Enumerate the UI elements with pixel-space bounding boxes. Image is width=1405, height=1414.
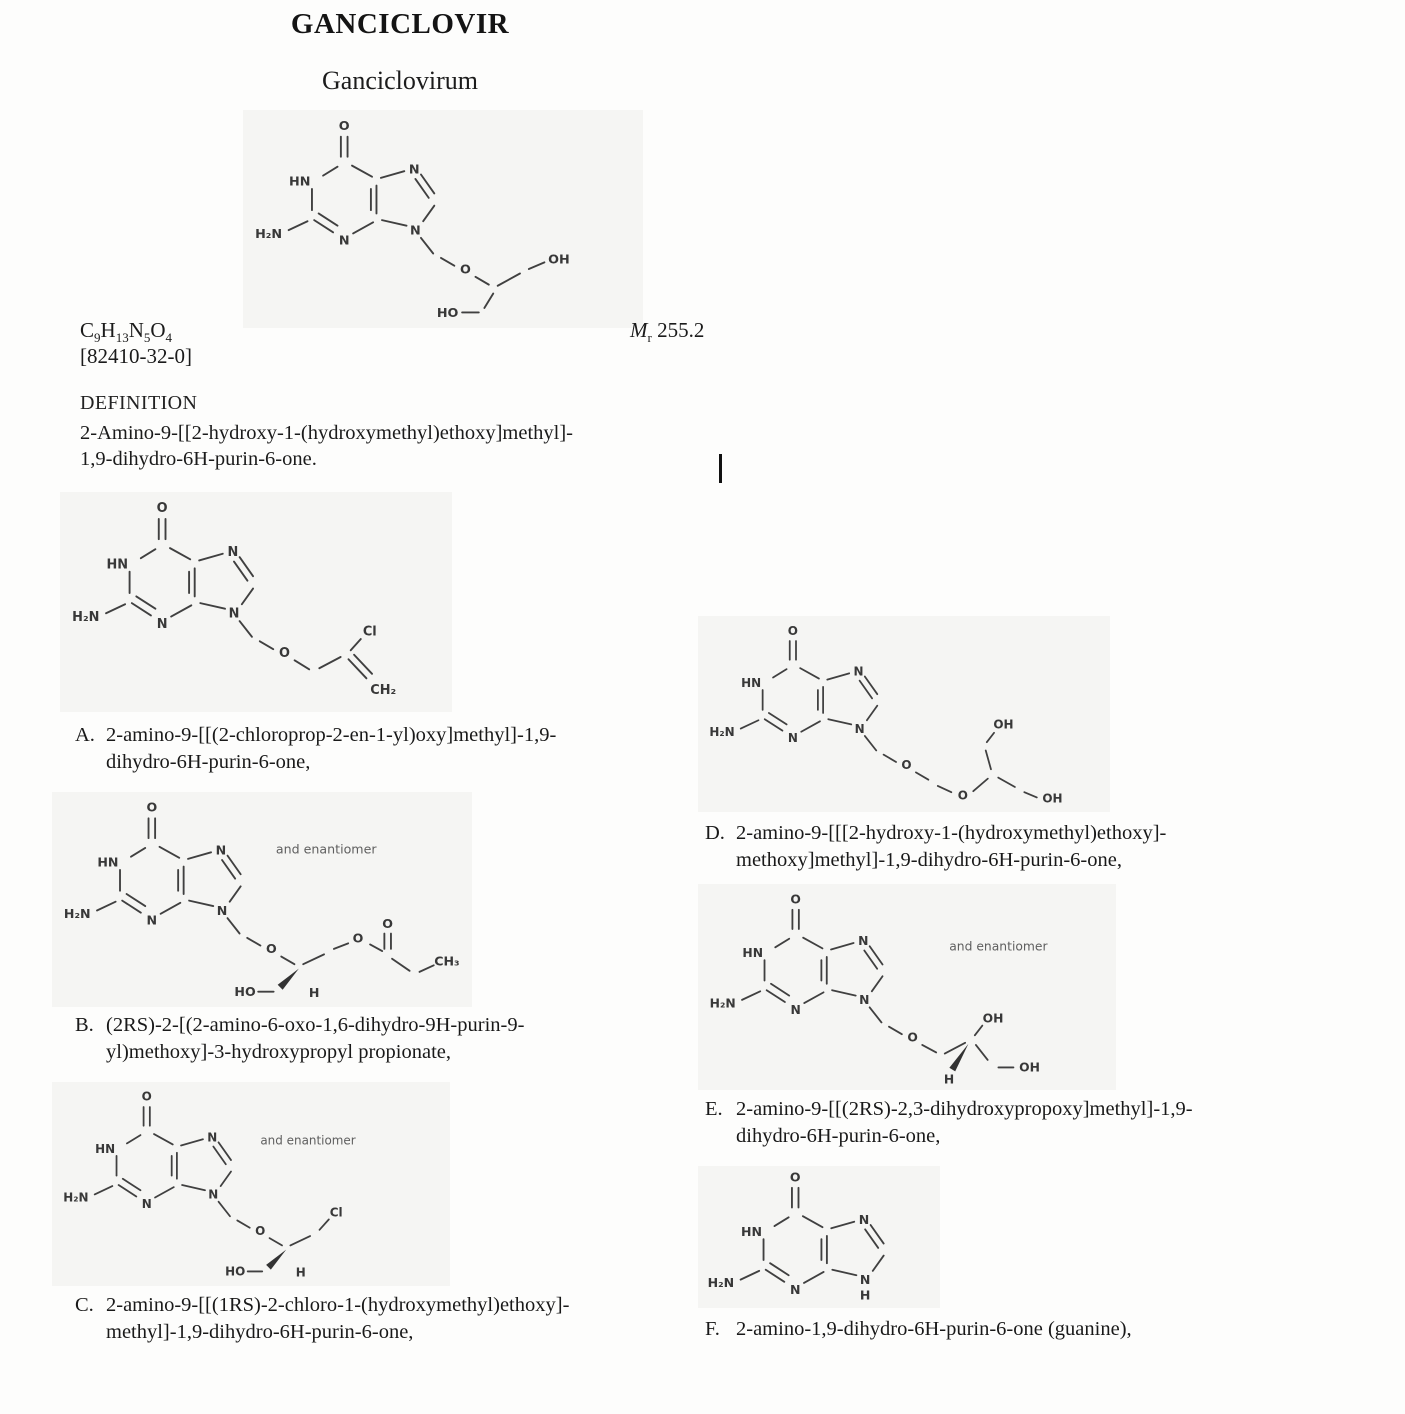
text-cursor-caret[interactable]: [719, 454, 722, 483]
svg-text:H: H: [943, 1072, 955, 1087]
cas-number: [82410-32-0]: [80, 344, 192, 368]
structure-impurity-a-diagram: [60, 492, 452, 712]
svg-text:N: N: [858, 1211, 870, 1227]
svg-text:and enantiomer: and enantiomer: [260, 1133, 356, 1148]
svg-text:O: O: [957, 788, 968, 803]
svg-text:N: N: [787, 731, 798, 746]
svg-text:O: O: [907, 1030, 918, 1045]
svg-text:HN: HN: [289, 174, 311, 190]
svg-text:N: N: [853, 664, 864, 679]
svg-text:OH: OH: [993, 717, 1014, 732]
svg-text:O: O: [352, 930, 364, 946]
svg-text:N: N: [216, 902, 228, 918]
svg-text:N: N: [410, 223, 421, 239]
svg-text:and enantiomer: and enantiomer: [949, 939, 1048, 954]
svg-text:CH₃: CH₃: [434, 953, 460, 969]
structure-impurity-f-diagram: [698, 1166, 940, 1308]
impurity-c-caption: C. 2-amino-9-[[(1RS)-2-chloro-1-(hydroxymethyl)ethoxy]- methyl]-1,9-dihydro-6H-purin-6-one,: [75, 1294, 570, 1343]
svg-text:HN: HN: [741, 1223, 763, 1239]
svg-text:HO: HO: [436, 305, 459, 321]
svg-text:OH: OH: [1019, 1060, 1040, 1075]
svg-text:N: N: [858, 934, 869, 949]
svg-text:HN: HN: [95, 1141, 116, 1156]
svg-text:O: O: [146, 799, 158, 815]
svg-text:N: N: [228, 606, 240, 622]
svg-text:HN: HN: [97, 854, 119, 870]
svg-text:O: O: [789, 1169, 801, 1185]
svg-text:O: O: [901, 758, 912, 773]
svg-text:OH: OH: [1042, 791, 1063, 806]
svg-text:N: N: [146, 912, 158, 928]
impurity-f-caption: F. 2-amino-1,9-dihydro-6H-purin-6-one (guanine),: [705, 1318, 1132, 1340]
impurity-a-caption: A. 2-amino-9-[[(2-chloroprop-2-en-1-yl)oxy]methyl]-1,9- dihydro-6H-purin-6-one,: [75, 724, 557, 773]
svg-text:N: N: [156, 616, 168, 632]
structure-impurity-c-diagram: [52, 1082, 450, 1286]
svg-text:OH: OH: [548, 252, 570, 268]
svg-text:H₂N: H₂N: [709, 996, 736, 1011]
svg-text:N: N: [141, 1196, 152, 1211]
svg-text:N: N: [227, 544, 239, 560]
svg-text:H₂N: H₂N: [255, 226, 283, 242]
svg-text:H₂N: H₂N: [72, 610, 100, 626]
page-title: GANCICLOVIR: [290, 8, 510, 40]
svg-text:HN: HN: [741, 675, 762, 690]
svg-text:N: N: [338, 233, 350, 249]
svg-text:N: N: [854, 721, 865, 736]
svg-text:and enantiomer: and enantiomer: [275, 841, 377, 857]
molecular-formula: $C_9H_{13}N_5O_4$: [80, 318, 173, 346]
svg-text:H₂N: H₂N: [707, 1275, 735, 1291]
svg-text:N: N: [789, 1281, 801, 1297]
svg-text:O: O: [338, 119, 350, 135]
latin-name: Ganciclovirum: [322, 66, 478, 95]
impurity-e-caption: E. 2-amino-9-[[(2RS)-2,3-dihydroxypropoxy]methyl]-1,9- dihydro-6H-purin-6-one,: [705, 1098, 1193, 1147]
svg-text:H₂N: H₂N: [63, 906, 91, 922]
structure-impurity-b-diagram: [52, 792, 472, 1007]
svg-text:N: N: [859, 993, 870, 1008]
svg-text:HN: HN: [742, 945, 764, 960]
relative-molecular-mass: [630, 318, 704, 346]
svg-text:N: N: [859, 1271, 871, 1287]
svg-text:H₂N: H₂N: [709, 724, 735, 739]
svg-text:HO: HO: [234, 984, 256, 1000]
definition-heading: DEFINITION: [80, 392, 198, 414]
svg-text:O: O: [279, 646, 290, 661]
svg-text:HN: HN: [106, 557, 129, 573]
svg-text:Cl: Cl: [362, 624, 377, 640]
svg-text:O: O: [787, 623, 798, 638]
impurity-b-caption: B. (2RS)-2-[(2-amino-6-oxo-1,6-dihydro-9H-purin-9- yl)methoxy]-3-hydroxypropyl propionate,: [75, 1014, 525, 1063]
svg-text:CH₂: CH₂: [370, 683, 397, 699]
svg-text:N: N: [207, 1130, 218, 1145]
svg-text:N: N: [208, 1187, 219, 1202]
svg-text:N: N: [215, 842, 227, 858]
svg-text:O: O: [790, 892, 801, 907]
svg-text:OH: OH: [982, 1011, 1004, 1026]
svg-text:O: O: [141, 1089, 152, 1104]
svg-text:Cl: Cl: [329, 1205, 343, 1220]
svg-text:O: O: [266, 941, 277, 957]
svg-text:O: O: [460, 262, 471, 278]
mr-value: 255.2: [657, 318, 705, 342]
structure-impurity-d-diagram: [698, 616, 1110, 812]
structure-impurity-e-diagram: [698, 884, 1116, 1090]
mr-symbol: M: [630, 318, 648, 342]
svg-text:H: H: [308, 985, 320, 1001]
svg-text:H: H: [859, 1287, 871, 1303]
svg-text:H: H: [295, 1265, 306, 1280]
svg-text:N: N: [408, 162, 420, 178]
svg-text:O: O: [156, 501, 168, 517]
impurity-d-caption: D. 2-amino-9-[[[2-hydroxy-1-(hydroxymethyl)ethoxy]- methoxy]methyl]-1,9-dihydro-6H-purin-6-one,: [705, 822, 1167, 871]
definition-text: 2-Amino-9-[[2-hydroxy-1-(hydroxymethyl)ethoxy]methyl]- 1,9-dihydro-6H-purin-6-one.: [80, 422, 574, 470]
svg-text:O: O: [382, 916, 394, 932]
mr-subscript: r: [647, 330, 652, 346]
svg-text:HO: HO: [225, 1264, 246, 1279]
svg-text:O: O: [255, 1224, 266, 1238]
svg-text:N: N: [790, 1002, 801, 1017]
structure-main-diagram: [243, 110, 643, 328]
svg-text:H₂N: H₂N: [63, 1190, 89, 1205]
